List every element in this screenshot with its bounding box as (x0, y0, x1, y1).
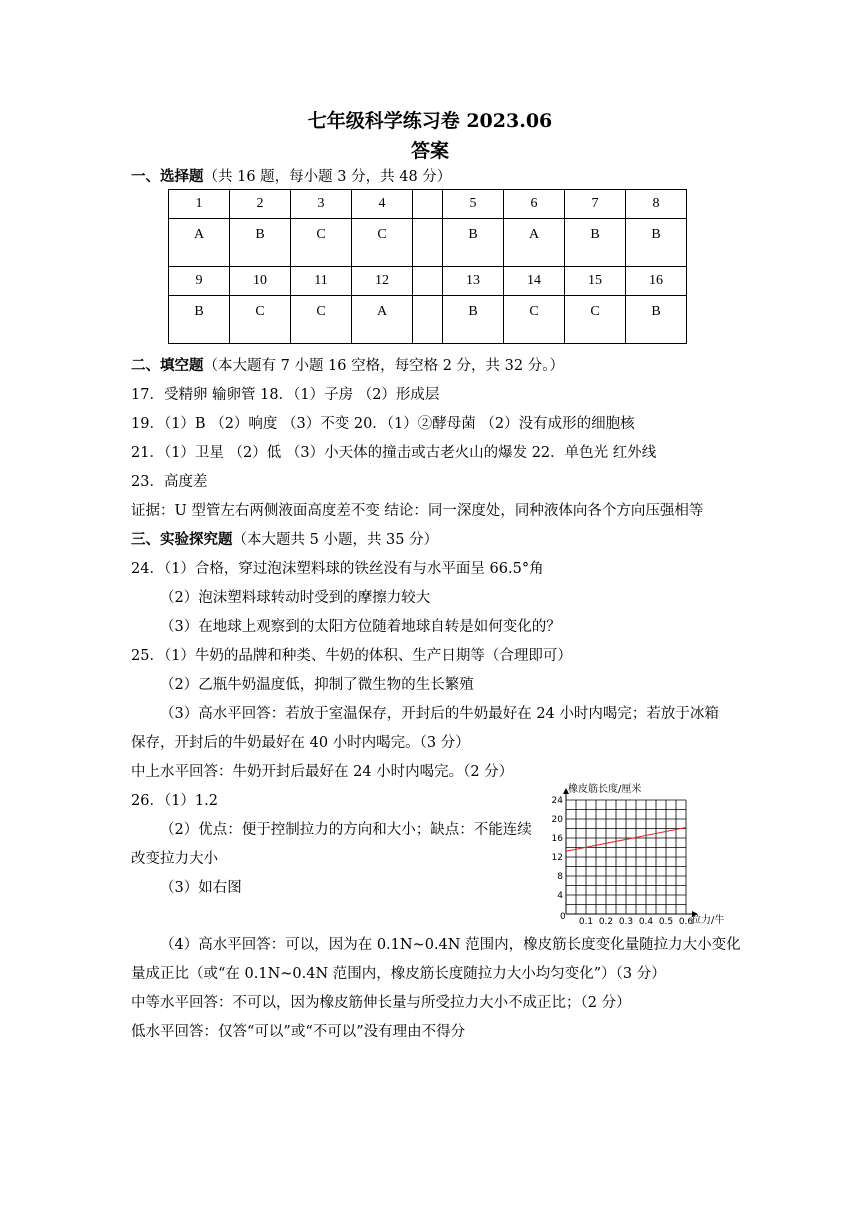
rubber-band-length-chart (548, 778, 738, 928)
answer-letter: C (352, 219, 413, 267)
section3-heading: 三、实验探究题 (131, 531, 233, 548)
q24-line: （2）泡沫塑料球转动时受到的摩擦力较大 (160, 590, 431, 606)
question-number: 10 (230, 267, 291, 296)
y-tick-label: 8 (557, 872, 563, 882)
answer-letter: A (169, 219, 230, 267)
blank-cell (413, 219, 443, 267)
answer-letter: B (626, 296, 687, 344)
q26-line: 26．（1）1.2 (131, 793, 218, 809)
q26-line: （2）优点：便于控制拉力的方向和大小；缺点：不能连续 (160, 822, 532, 838)
q24-line: （3）在地球上观察到的太阳方位随着地球自转是如何变化的？ (160, 619, 561, 635)
q25-line: （3）高水平回答：若放于室温保存，开封后的牛奶最好在 24 小时内喝完；若放于冰箱 (160, 706, 719, 722)
y-tick-label: 16 (551, 834, 563, 844)
question-number: 11 (291, 267, 352, 296)
x-tick-label: 0.4 (638, 917, 654, 927)
y-tick-label: 4 (557, 891, 563, 901)
q26-line: 量成正比（或“在 0.1N~0.4N 范围内，橡皮筋长度随拉力大小均匀变化”）（3 分） (131, 966, 666, 982)
section2-note: （本大题有 7 小题 16 空格，每空格 2 分，共 32 分。） (203, 358, 564, 374)
page-title: 七年级科学练习卷 2023.06 (307, 110, 553, 132)
question-number: 2 (230, 190, 291, 219)
answer-line-23: 23．高度差 (131, 474, 208, 490)
question-number: 13 (443, 267, 504, 296)
answer-letter: B (443, 219, 504, 267)
q25-line: 保存，开封后的牛奶最好在 40 小时内喝完。（3 分） (131, 735, 470, 751)
x-tick-label: 0.1 (578, 917, 594, 927)
blank-cell (413, 267, 443, 296)
x-tick-label: 0.3 (618, 917, 634, 927)
question-number: 7 (565, 190, 626, 219)
answer-letter: C (565, 296, 626, 344)
y-tick-label: 12 (551, 853, 563, 863)
q26-line: （3）如右图 (160, 880, 242, 896)
question-number: 12 (352, 267, 413, 296)
question-number: 16 (626, 267, 687, 296)
y-axis-label: 橡皮筋长度/厘米 (568, 784, 642, 795)
q26-line: （4）高水平回答：可以，因为在 0.1N~0.4N 范围内，橡皮筋长度变化量随拉力大小变化 (160, 937, 741, 953)
table-row (169, 190, 687, 219)
y-tick-label: 24 (551, 796, 563, 806)
answer-line-19-20: 19．（1）B （2）响度 （3）不变 20．（1）②酵母菌 （2）没有成形的细胞核 (131, 416, 635, 432)
answer-letter: C (291, 219, 352, 267)
answer-letter: C (230, 296, 291, 344)
answer-letter: B (169, 296, 230, 344)
section1-header (131, 167, 451, 187)
table-row (169, 219, 687, 267)
answer-letter: B (230, 219, 291, 267)
answer-letter: B (443, 296, 504, 344)
x-axis-label: 拉力/牛 (691, 915, 725, 926)
page-subtitle: 答案 (410, 140, 449, 162)
answer-letter: A (352, 296, 413, 344)
q25-line: （2）乙瓶牛奶温度低，抑制了微生物的生长繁殖 (160, 677, 474, 693)
question-number: 3 (291, 190, 352, 219)
question-number: 1 (169, 190, 230, 219)
q25-line: 中上水平回答：牛奶开封后最好在 24 小时内喝完。（2 分） (131, 764, 514, 780)
q26-line: 中等水平回答：不可以，因为橡皮筋伸长量与所受拉力大小不成正比；（2 分） (131, 995, 631, 1011)
question-number: 9 (169, 267, 230, 296)
answer-line-23-evidence: 证据：U 型管左右两侧液面高度差不变 结论：同一深度处，同种液体向各个方向压强相等 (131, 503, 704, 519)
answer-line-21-22: 21．（1）卫星 （2）低 （3）小天体的撞击或古老火山的爆发 22．单色光 红外线 (131, 445, 657, 461)
q26-line: 改变拉力大小 (131, 851, 218, 867)
section1-note: （共 16 题，每小题 3 分，共 48 分） (203, 169, 452, 185)
chart-ticks (552, 796, 694, 927)
question-number: 14 (504, 267, 565, 296)
blank-cell (413, 190, 443, 219)
table-row (169, 267, 687, 296)
section1-heading: 一、选择题 (131, 168, 204, 185)
question-number: 4 (352, 190, 413, 219)
answer-letter: C (504, 296, 565, 344)
q26-line: 低水平回答：仅答“可以”或“不可以”没有理由不得分 (131, 1024, 466, 1040)
x-tick-label: 0.2 (598, 917, 614, 927)
section2-header (131, 356, 564, 376)
blank-cell (413, 296, 443, 344)
answer-letter: A (504, 219, 565, 267)
y-tick-label: 20 (551, 815, 563, 825)
origin-label: 0 (560, 912, 566, 922)
table-row (169, 296, 687, 344)
x-tick-label: 0.5 (658, 917, 674, 927)
answer-table (168, 189, 687, 344)
question-number: 15 (565, 267, 626, 296)
question-number: 8 (626, 190, 687, 219)
answer-letter: B (626, 219, 687, 267)
q25-line: 25．（1）牛奶的品牌和种类、牛奶的体积、生产日期等（合理即可） (131, 648, 572, 664)
q24-line: 24．（1）合格，穿过泡沫塑料球的铁丝没有与水平面呈 66.5°角 (131, 561, 544, 577)
answer-letter: B (565, 219, 626, 267)
section3-note: （本大题共 5 小题，共 35 分） (232, 532, 439, 548)
chart-grid (566, 800, 686, 914)
chart-axes (563, 788, 698, 917)
section3-header (131, 530, 438, 550)
question-number: 6 (504, 190, 565, 219)
answer-line-17-18: 17．受精卵 输卵管 18．（1）子房 （2）形成层 (131, 387, 440, 403)
x-tick-label: 0.6 (678, 917, 694, 927)
question-number: 5 (443, 190, 504, 219)
section2-heading: 二、填空题 (131, 357, 204, 374)
answer-letter: C (291, 296, 352, 344)
